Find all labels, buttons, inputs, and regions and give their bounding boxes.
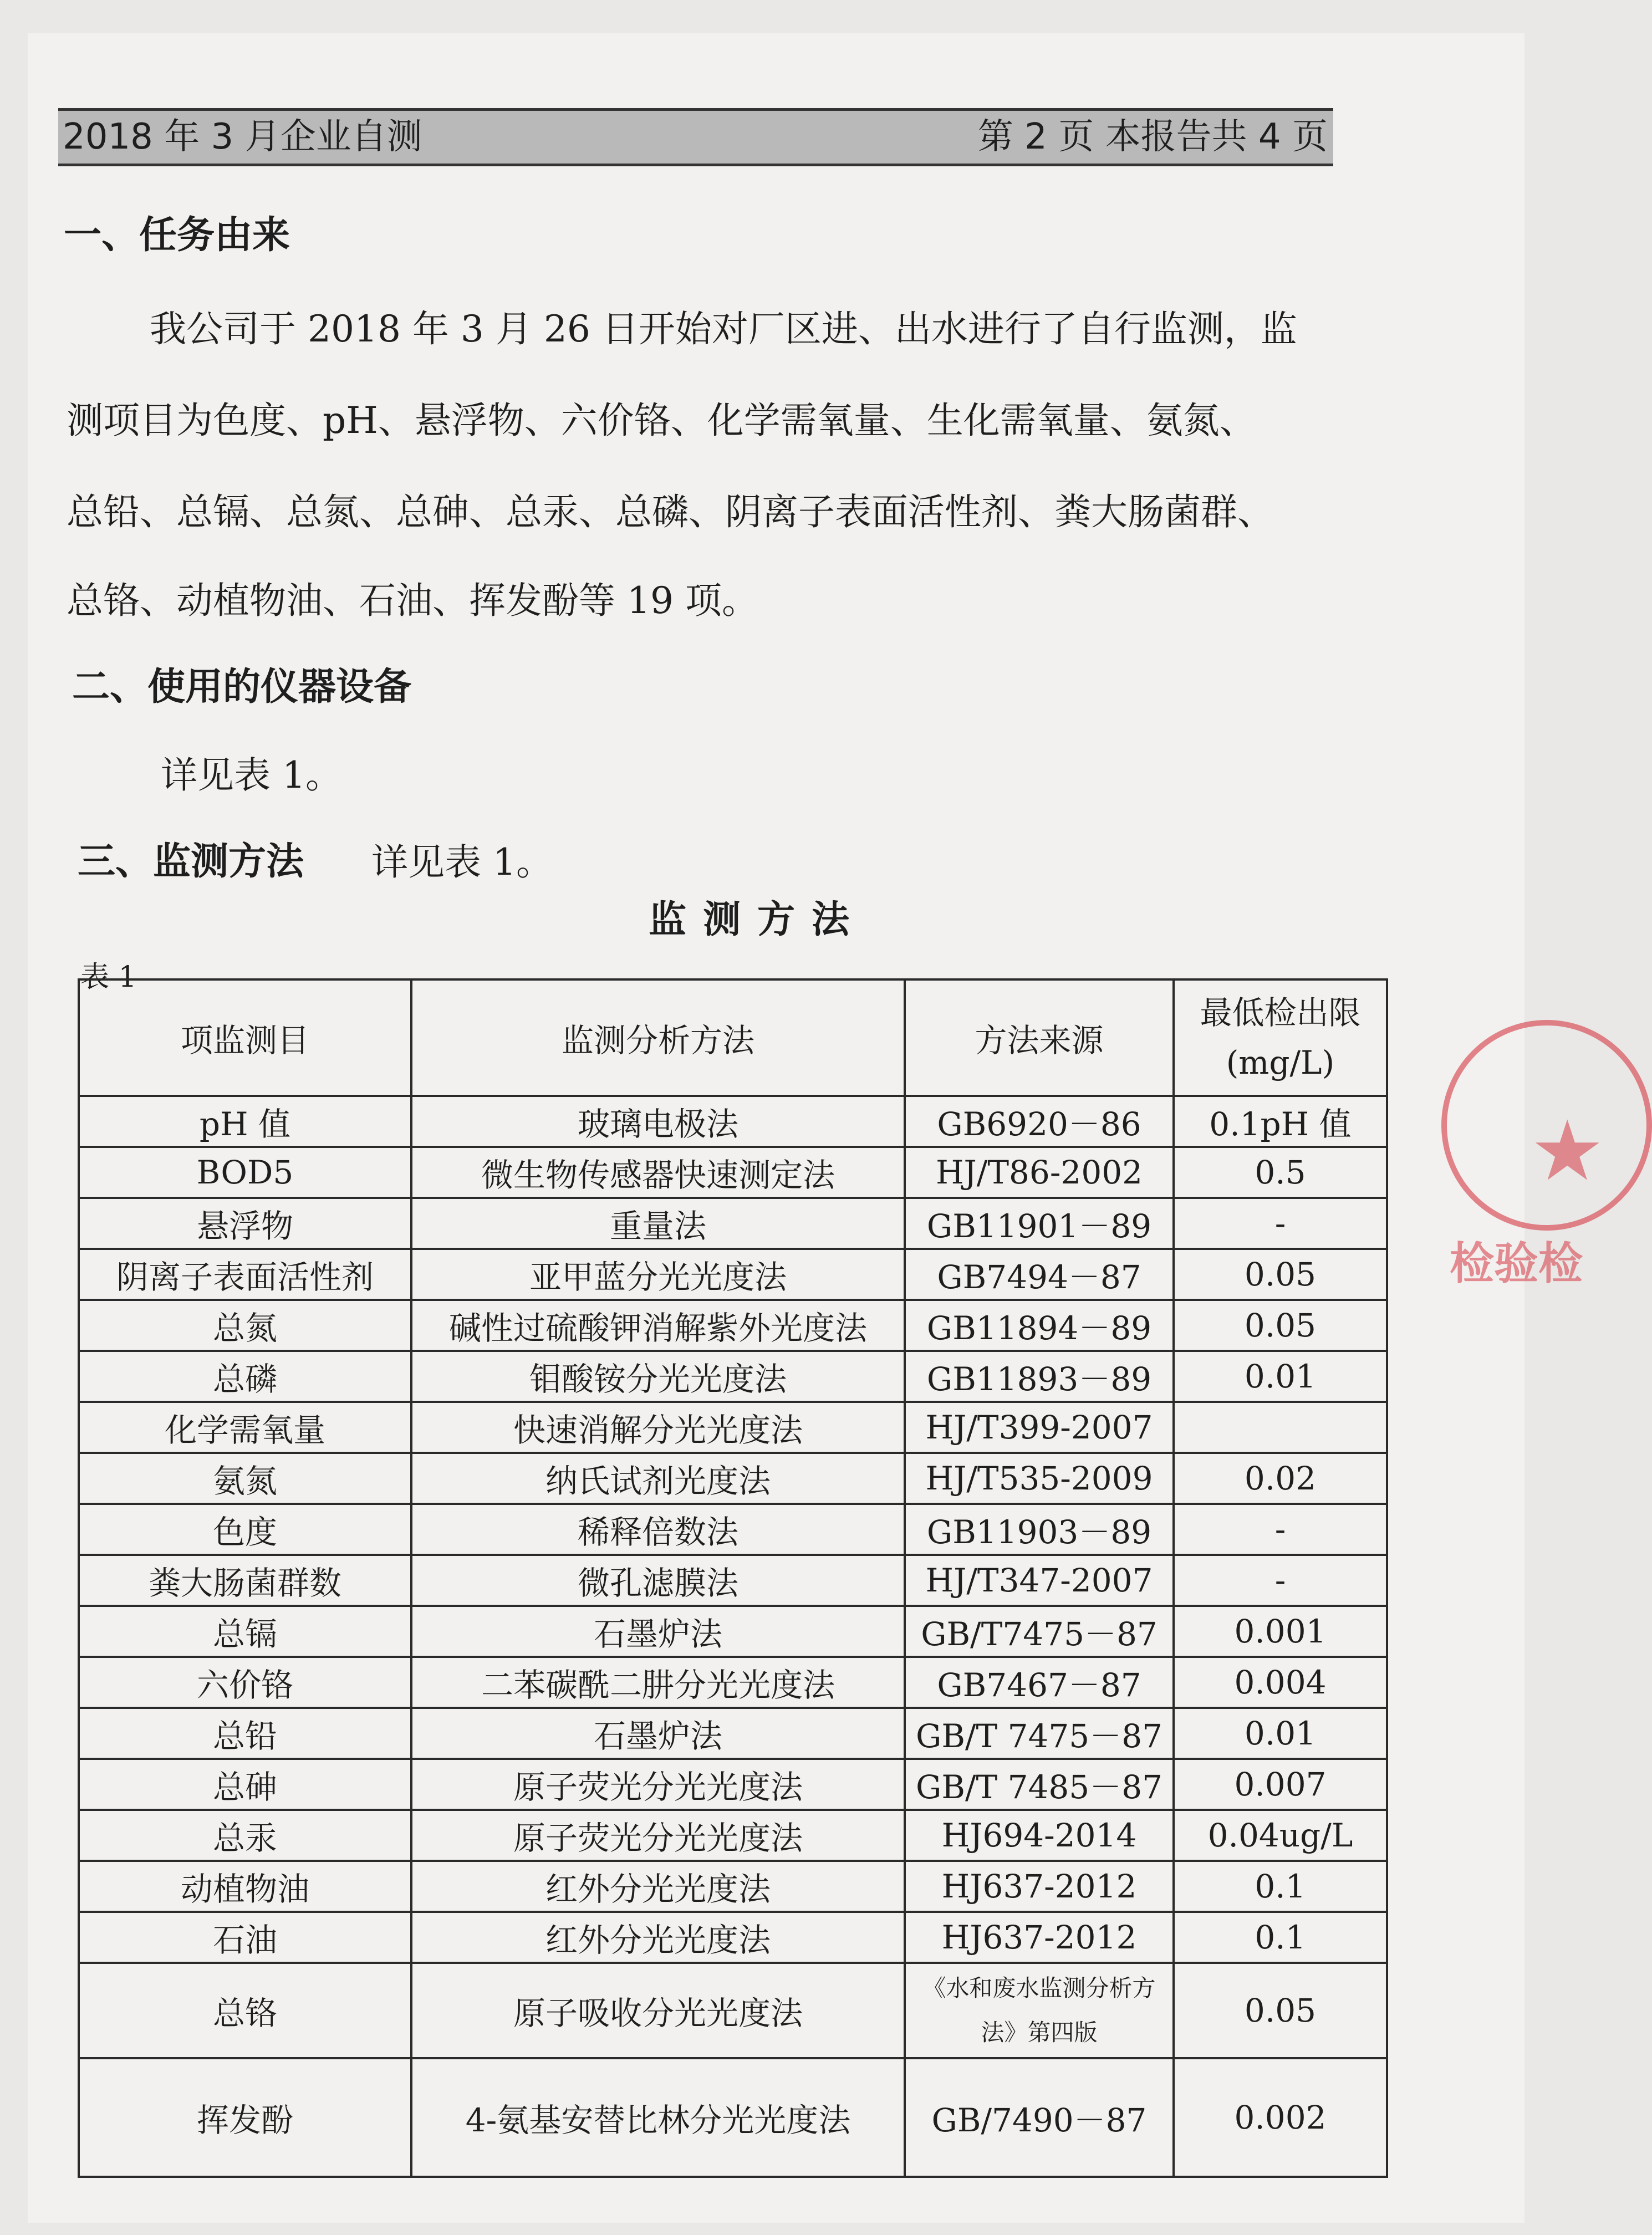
cell-method: 微孔滤膜法 [411,1555,905,1606]
cell-source: GB/7490－87 [905,2058,1174,2177]
cell-limit: 0.007 [1174,1759,1387,1810]
col-header-method: 监测分析方法 [411,979,905,1096]
table-title: 监测方法 [649,898,866,942]
section1-line-2: 测项目为色度、pH、悬浮物、六价铬、化学需氧量、生化需氧量、氨氮、 [67,399,1256,442]
cell-item: 总磷 [79,1351,411,1402]
cell-source: GB/T 7485－87 [905,1759,1174,1810]
cell-limit: - [1174,1198,1387,1249]
seal-text: 检验检 [1450,1238,1583,1289]
section1-line-4: 总铬、动植物油、石油、挥发酚等 19 项。 [67,579,758,622]
table-row [79,1657,1387,1708]
table-row [79,1963,1387,2058]
methods-table [78,978,1388,2178]
cell-item: 化学需氧量 [79,1402,411,1453]
cell-source: HJ637-2012 [905,1861,1174,1912]
cell-source: HJ/T535-2009 [905,1453,1174,1504]
table-row [79,1708,1387,1759]
seal-star-icon: ★ [1530,1103,1605,1200]
cell-item: 总砷 [79,1759,411,1810]
section3-text: 详见表 1。 [371,841,553,884]
cell-limit: - [1174,1504,1387,1555]
cell-method: 微生物传感器快速测定法 [411,1147,905,1198]
cell-method: 原子荧光分光光度法 [411,1810,905,1861]
section1-line-1: 我公司于 2018 年 3 月 26 日开始对厂区进、出水进行了自行监测，监 [150,308,1297,350]
cell-limit: 0.05 [1174,1963,1387,2058]
cell-source: GB/T 7475－87 [905,1708,1174,1759]
table-row [79,1555,1387,1606]
cell-source: GB11903－89 [905,1504,1174,1555]
cell-method: 亚甲蓝分光光度法 [411,1249,905,1300]
cell-item: 总氮 [79,1300,411,1351]
cell-method: 玻璃电极法 [411,1096,905,1147]
cell-source: HJ/T86-2002 [905,1147,1174,1198]
cell-item: 总铬 [79,1963,411,2058]
cell-limit [1174,1402,1387,1453]
table-row [79,1096,1387,1147]
header-left-text: 2018 年 3 月企业自测 [63,116,422,157]
cell-source: HJ/T399-2007 [905,1402,1174,1453]
cell-limit: 0.001 [1174,1606,1387,1657]
cell-item: 总镉 [79,1606,411,1657]
table-row [79,1147,1387,1198]
cell-item: 色度 [79,1504,411,1555]
table-body [79,1096,1387,2177]
col-header-limit [1174,979,1387,1096]
cell-limit: 0.05 [1174,1300,1387,1351]
section2-text: 详见表 1。 [161,754,342,797]
table-row [79,1198,1387,1249]
cell-source: GB7467－87 [905,1657,1174,1708]
cell-method: 石墨炉法 [411,1606,905,1657]
cell-method: 原子吸收分光光度法 [411,1963,905,2058]
cell-item: 粪大肠菌群数 [79,1555,411,1606]
cell-item: pH 值 [79,1096,411,1147]
cell-limit: 0.1 [1174,1861,1387,1912]
table-row [79,1300,1387,1351]
cell-method: 稀释倍数法 [411,1504,905,1555]
page-header [58,108,1333,166]
cell-source: GB11894－89 [905,1300,1174,1351]
section3-heading: 三、监测方法 [78,840,304,884]
cell-method: 红外分光光度法 [411,1861,905,1912]
cell-item: 总铅 [79,1708,411,1759]
cell-limit: 0.04ug/L [1174,1810,1387,1861]
cell-item: 挥发酚 [79,2058,411,2177]
section1-line-3: 总铅、总镉、总氮、总砷、总汞、总磷、阴离子表面活性剂、粪大肠菌群、 [67,491,1274,533]
cell-item: BOD5 [79,1147,411,1198]
table-row [79,1606,1387,1657]
cell-source: GB11893－89 [905,1351,1174,1402]
table-row [79,1912,1387,1963]
cell-limit: 0.1 [1174,1912,1387,1963]
cell-limit: 0.1pH 值 [1174,1096,1387,1147]
section2-heading: 二、使用的仪器设备 [72,665,412,709]
table-header-row [79,979,1387,1096]
cell-method: 碱性过硫酸钾消解紫外光度法 [411,1300,905,1351]
col-header-source: 方法来源 [905,979,1174,1096]
cell-source: HJ/T347-2007 [905,1555,1174,1606]
cell-item: 氨氮 [79,1453,411,1504]
cell-method: 快速消解分光光度法 [411,1402,905,1453]
cell-source: 《水和废水监测分析方法》第四版 [905,1963,1174,2058]
cell-source: HJ694-2014 [905,1810,1174,1861]
table-row [79,1249,1387,1300]
cell-item: 总汞 [79,1810,411,1861]
cell-item: 石油 [79,1912,411,1963]
cell-source: HJ637-2012 [905,1912,1174,1963]
cell-limit: - [1174,1555,1387,1606]
table-row [79,1759,1387,1810]
cell-method: 红外分光光度法 [411,1912,905,1963]
cell-limit: 0.01 [1174,1351,1387,1402]
cell-source: GB11901－89 [905,1198,1174,1249]
table-row [79,1810,1387,1861]
cell-method: 石墨炉法 [411,1708,905,1759]
cell-limit: 0.02 [1174,1453,1387,1504]
col-header-limit-line2: (mg/L) [1226,1044,1335,1081]
table-row [79,2058,1387,2177]
cell-limit: 0.002 [1174,2058,1387,2177]
cell-limit: 0.5 [1174,1147,1387,1198]
cell-method: 钼酸铵分光光度法 [411,1351,905,1402]
cell-limit: 0.004 [1174,1657,1387,1708]
cell-method: 重量法 [411,1198,905,1249]
cell-method: 原子荧光分光光度法 [411,1759,905,1810]
col-header-item: 项监测目 [79,979,411,1096]
cell-item: 六价铬 [79,1657,411,1708]
cell-source: GB7494－87 [905,1249,1174,1300]
section1-heading: 一、任务由来 [64,213,290,257]
cell-item: 悬浮物 [79,1198,411,1249]
header-page-number: 第 2 页 本报告共 4 页 [977,116,1328,157]
cell-method: 纳氏试剂光度法 [411,1453,905,1504]
table-row [79,1504,1387,1555]
cell-source: GB6920－86 [905,1096,1174,1147]
cell-method: 4-氨基安替比林分光光度法 [411,2058,905,2177]
cell-method: 二苯碳酰二肼分光光度法 [411,1657,905,1708]
cell-limit: 0.05 [1174,1249,1387,1300]
table-row [79,1861,1387,1912]
cell-limit: 0.01 [1174,1708,1387,1759]
table-row [79,1402,1387,1453]
table-caption: 表 1 [80,961,137,994]
cell-item: 阴离子表面活性剂 [79,1249,411,1300]
table-row [79,1351,1387,1402]
col-header-limit-line1: 最低检出限 [1200,994,1361,1032]
cell-source: GB/T7475－87 [905,1606,1174,1657]
table-row [79,1453,1387,1504]
cell-item: 动植物油 [79,1861,411,1912]
